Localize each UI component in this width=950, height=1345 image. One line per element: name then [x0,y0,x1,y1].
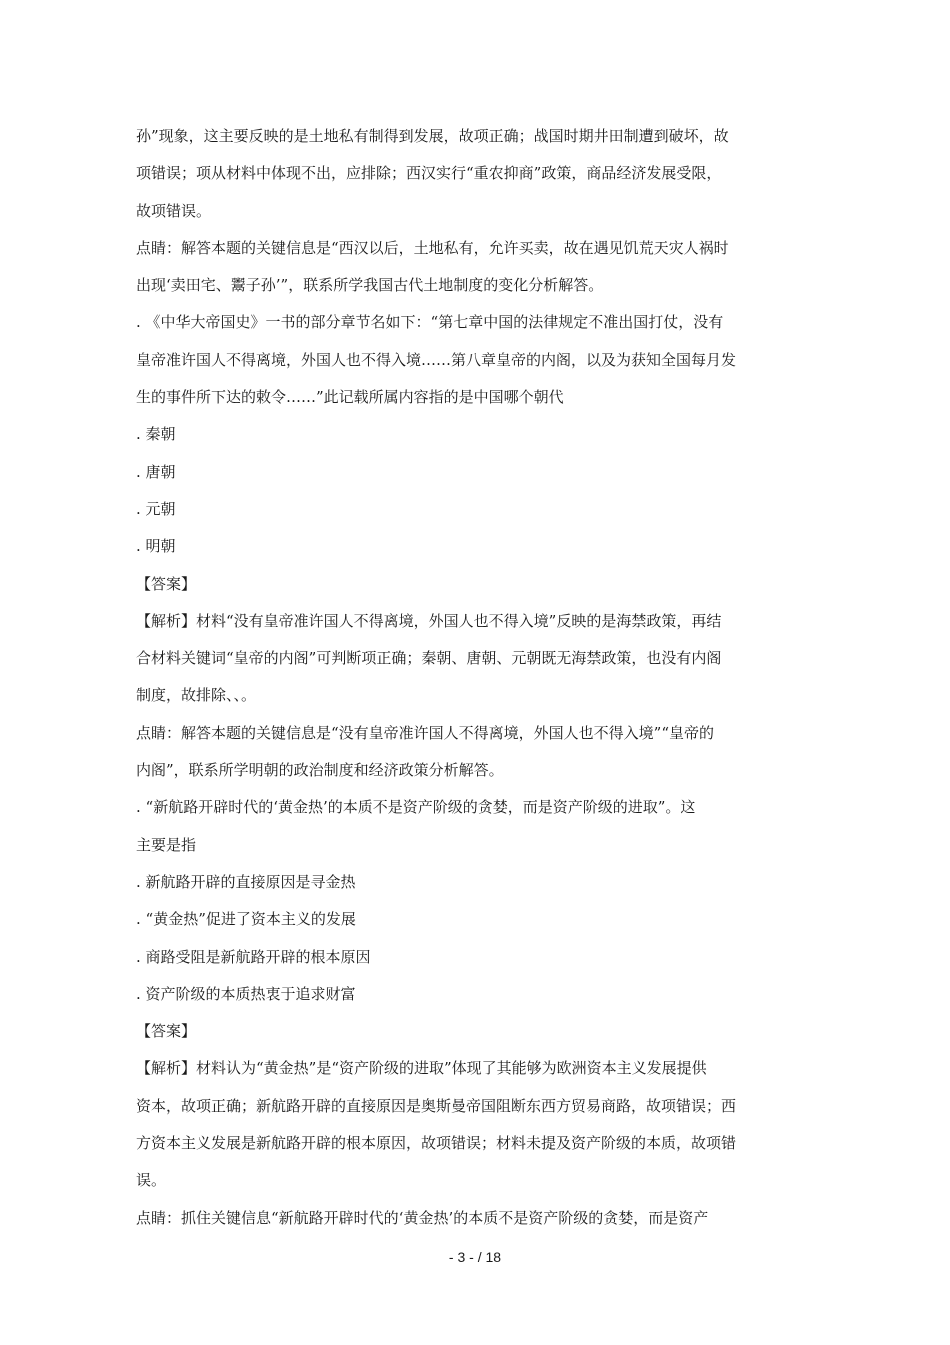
question-line: 皇帝准许国人不得离境，外国人也不得入境……第八章皇帝的内阁，以及为获知全国每月发 [136,350,736,369]
option-line: . 商路受阻是新航路开辟的根本原因 [136,947,371,966]
note-line: 点睛：解答本题的关键信息是“没有皇帝准许国人不得离境，外国人也不得入境”“皇帝的 [136,723,715,742]
text-line: 故项错误。 [136,201,212,220]
text-line: 项错误；项从材料中体现不出，应排除；西汉实行“重农抑商”政策，商品经济发展受限， [136,164,722,183]
document-body [136,118,736,1237]
answer-label: 【答案】 [136,1022,197,1041]
analysis-line: 误。 [136,1171,167,1190]
analysis-line: 【解析】材料认为“黄金热”是“资产阶级的进取”体现了其能够为欧洲资本主义发展提供 [136,1059,707,1078]
question-line: 生的事件所下达的敕令……”此记载所属内容指的是中国哪个朝代 [136,388,564,407]
option-line: . 元朝 [136,499,176,518]
analysis-line: 合材料关键词“皇帝的内阁”可判断项正确；秦朝、唐朝、元朝既无海禁政策，也没有内阁 [136,649,722,668]
option-line: . 秦朝 [136,425,176,444]
note-line: 出现‘卖田宅、鬻子孙’”，联系所学我国古代土地制度的变化分析解答。 [136,276,604,295]
note-line: 点睛：解答本题的关键信息是“西汉以后，土地私有，允许买卖，故在遇见饥荒天灾人祸时 [136,238,729,257]
note-line: 内阁”，联系所学明朝的政治制度和经济政策分析解答。 [136,761,504,780]
text-line: 孙”现象，这主要反映的是土地私有制得到发展，故项正确；战国时期井田制遭到破坏，故 [136,127,729,145]
analysis-line: 方资本主义发展是新航路开辟的根本原因，故项错误；材料未提及资产阶级的本质，故项错 [136,1134,736,1153]
question-line: . 《中华大帝国史》一书的部分章节名如下：“第七章中国的法律规定不准出国打仗，没有 [136,313,724,332]
analysis-line: 资本，故项正确；新航路开辟的直接原因是奥斯曼帝国阻断东西方贸易商路，故项错误；西 [136,1096,736,1115]
question-line: 主要是指 [136,835,197,854]
option-line: . 资产阶级的本质热衷于追求财富 [136,984,356,1003]
analysis-line: 【解析】材料“没有皇帝准许国人不得离境，外国人也不得入境”反映的是海禁政策，再结 [136,611,722,630]
option-line: . 新航路开辟的直接原因是寻金热 [136,872,356,891]
option-line: . 明朝 [136,537,176,556]
option-line: . “黄金热”促进了资本主义的发展 [136,910,356,929]
note-line: 点睛：抓住关键信息“新航路开辟时代的‘黄金热’的本质不是资产阶级的贪婪，而是资产 [136,1208,709,1227]
option-line: . 唐朝 [136,462,176,481]
answer-label: 【答案】 [136,574,197,593]
page-number: - 3 - / 18 [448,1249,502,1265]
analysis-line: 制度，故排除、、。 [136,686,257,705]
question-line: . “新航路开辟时代的‘黄金热’的本质不是资产阶级的贪婪，而是资产阶级的进取”。这 [136,798,696,817]
